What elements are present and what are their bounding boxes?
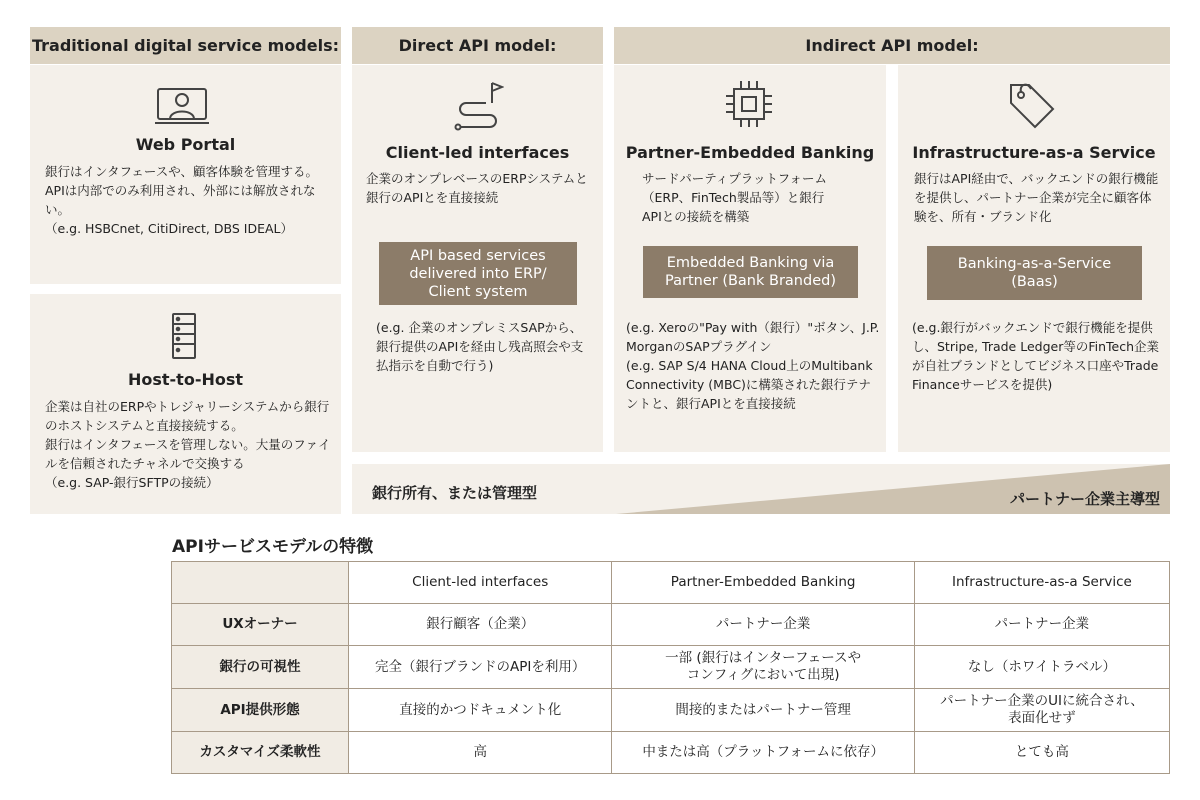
row-header: カスタマイズ柔軟性 xyxy=(172,732,349,774)
header-direct: Direct API model: xyxy=(352,27,603,64)
table-title: APIサービスモデルの特徴 xyxy=(172,537,374,557)
card-infrastructure xyxy=(898,65,1170,452)
header-indirect: Indirect API model: xyxy=(614,27,1170,64)
header-traditional: Traditional digital service models: xyxy=(30,27,341,64)
client-led-title: Client-led interfaces xyxy=(385,143,570,162)
web-portal-desc: 銀行はインタフェースや、顧客体験を管理する。APIは内部でのみ利用され、外部には解放されない。 （e.g. HSBCnet, CitiDirect, DBS IDEAL） xyxy=(45,164,319,236)
client-led-service-box: API based services delivered into ERP/ Client system xyxy=(379,242,577,305)
col-header: Client-led interfaces xyxy=(349,562,612,604)
partner-embedded-title: Partner-Embedded Banking xyxy=(625,143,875,162)
price-tag-icon xyxy=(1005,79,1057,131)
col-header: Partner-Embedded Banking xyxy=(612,562,914,604)
card-host-to-host xyxy=(30,294,341,514)
server-rack-icon xyxy=(170,312,198,360)
table-header-row xyxy=(172,562,1170,604)
table-row xyxy=(172,646,1170,689)
table-cell: とても高 xyxy=(914,732,1169,774)
card-partner-embedded xyxy=(614,65,886,452)
route-flag-icon xyxy=(452,79,504,131)
host-to-host-title: Host-to-Host xyxy=(127,370,244,389)
table-cell: 高 xyxy=(349,732,612,774)
row-header: API提供形態 xyxy=(172,689,349,732)
table-cell: 完全（銀行ブランドのAPIを利用） xyxy=(349,646,612,689)
infrastructure-desc: 銀行はAPI経由で、バックエンドの銀行機能を提供し、パートナー企業が完全に顧客体験を、所有・ブランド化 xyxy=(914,171,1159,224)
partner-embedded-service-box: Embedded Banking via Partner (Bank Branded) xyxy=(643,246,858,298)
spectrum-bank-label: 銀行所有、または管理型 xyxy=(372,484,538,502)
table-cell: パートナー企業 xyxy=(914,604,1169,646)
card-client-led xyxy=(352,65,603,452)
table-corner xyxy=(172,562,349,604)
table-row xyxy=(172,604,1170,646)
table-cell: 一部 (銀行はインターフェースや コンフィグにおいて出現) xyxy=(612,646,914,689)
infrastructure-title: Infrastructure-as-a Service xyxy=(912,143,1156,162)
row-header: 銀行の可視性 xyxy=(172,646,349,689)
host-to-host-desc: 企業は自社のERPやトレジャリーシステムから銀行のホストシステムと直接接続する。 銀行はインタフェースを管理しない。大量のファイルを信頼されたチャネルで交換する （e.g. SAP-銀行SFTPの接続） xyxy=(45,399,331,490)
table-row xyxy=(172,732,1170,774)
web-portal-title: Web Portal xyxy=(135,135,236,154)
spectrum-partner-label: パートナー企業主導型 xyxy=(1009,490,1160,508)
col-header: Infrastructure-as-a Service xyxy=(914,562,1169,604)
client-led-desc: 企業のオンプレベースのERPシステムと銀行のAPIとを直接接続 xyxy=(366,171,588,205)
infrastructure-service-box: Banking-as-a-Service (Baas) xyxy=(927,246,1142,300)
row-header: UXオーナー xyxy=(172,604,349,646)
table-cell: なし（ホワイトラベル） xyxy=(914,646,1169,689)
table-cell: 銀行顧客（企業） xyxy=(349,604,612,646)
table-cell: 直接的かつドキュメント化 xyxy=(349,689,612,732)
infrastructure-example: (e.g.銀行がバックエンドで銀行機能を提供し、Stripe, Trade Ledger等のFinTech企業が自社ブランドとしてビジネス口座やTrade Financeサービスを提供) xyxy=(912,320,1160,392)
client-led-example: (e.g. 企業のオンプレミスSAPから、銀行提供のAPIを経由し残高照会や支払指示を自動で行う) xyxy=(376,320,584,373)
table-row xyxy=(172,689,1170,732)
table-cell: 間接的またはパートナー管理 xyxy=(612,689,914,732)
partner-embedded-example: (e.g. Xeroの"Pay with（銀行）"ボタン、J.P. MorganのSAPプラグイン (e.g. SAP S/4 HANA Cloud上のMultibank Connectivity (MBC)に構築された銀行テナントと、銀行APIとを直接接続 xyxy=(626,320,880,411)
user-monitor-icon xyxy=(154,85,210,127)
partner-embedded-desc: サードパーティプラットフォーム （ERP、FinTech製品等）と銀行 APIとの接続を構築 xyxy=(642,171,828,224)
table-cell: 中または高（プラットフォームに依存） xyxy=(612,732,914,774)
table-cell: パートナー企業 xyxy=(612,604,914,646)
feature-table xyxy=(171,561,1170,774)
table-cell: パートナー企業のUIに統合され、 表面化せず xyxy=(914,689,1169,732)
chip-icon xyxy=(724,79,774,129)
card-web-portal xyxy=(30,65,341,284)
